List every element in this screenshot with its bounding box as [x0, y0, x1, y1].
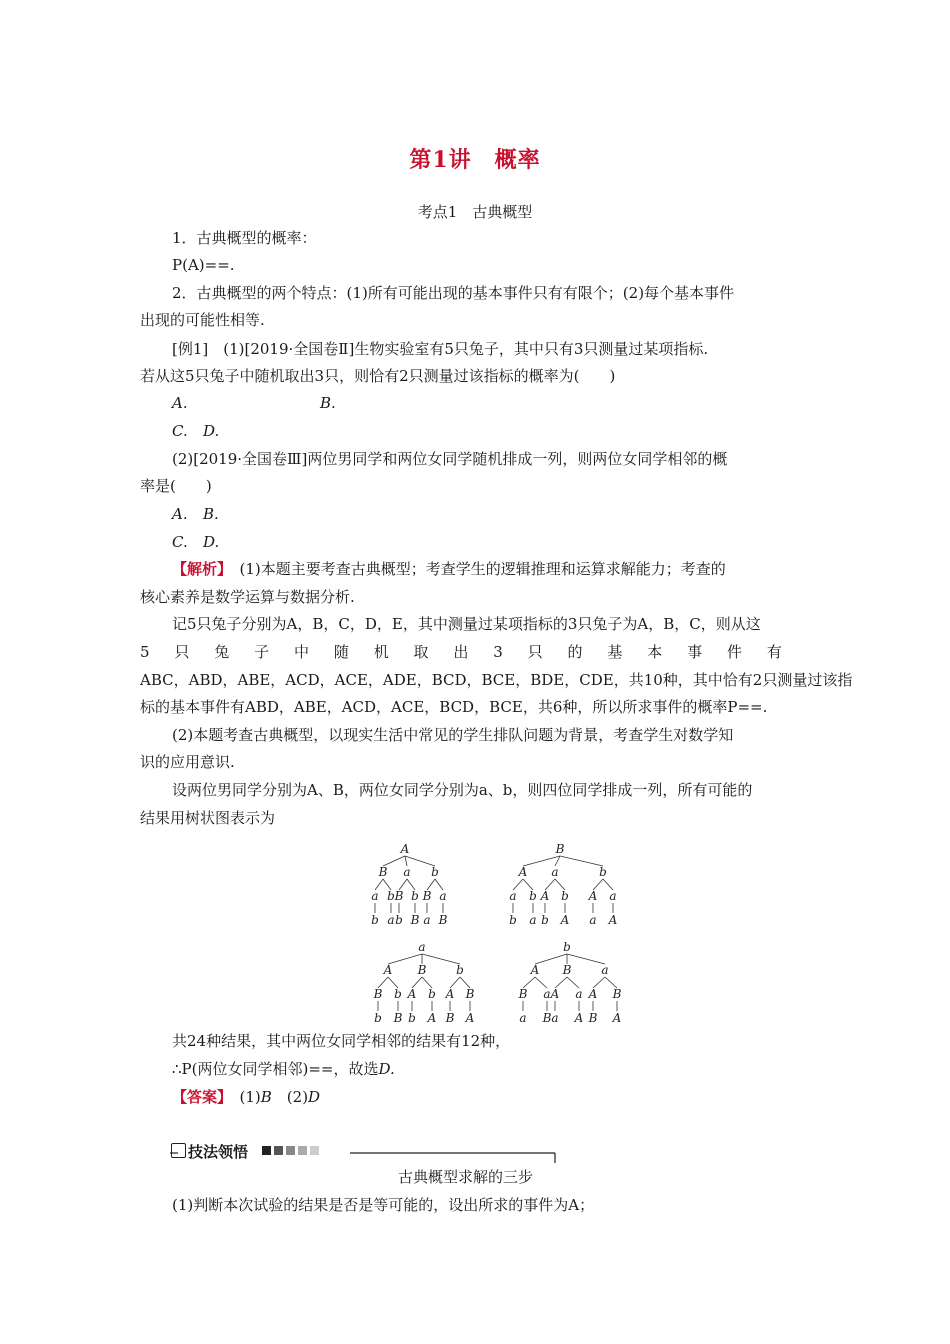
- analysis-text: (1)本题主要考查古典概型；考查学生的逻辑推理和运算求解能力；考查的: [224, 560, 726, 578]
- analysis-part2-1: (2)本题考查古典概型，以现实生活中常见的学生排队问题为背景，考查学生对数学知: [172, 726, 734, 744]
- tree-leaf-label: a: [589, 913, 597, 927]
- tree-node-label: a: [439, 889, 447, 903]
- justified-char: 出: [453, 643, 469, 661]
- justified-char: 取: [413, 643, 429, 661]
- tip-label: 技法领悟: [188, 1143, 249, 1161]
- tree-leaf-label: b: [408, 1011, 416, 1025]
- justified-char: 随: [333, 643, 349, 661]
- tree-node-label: B: [394, 889, 404, 903]
- tree-node-label: a: [601, 963, 609, 977]
- analysis-rabbits-3: ABC，ABD，ABE，ACD，ACE，ADE，BCD，BCE，BDE，CDE，共10种，其中恰有2只测量过该指: [140, 671, 853, 689]
- option2-b: B.: [203, 505, 219, 523]
- analysis-rabbits-4: 标的基本事件有ABD，ABE，ACD，ACE，BCD，BCE，共6种，所以所求事件的概率P==.: [140, 698, 768, 716]
- tree-node-label: b: [428, 987, 436, 1001]
- tree-branch: [422, 954, 460, 964]
- example2-line2: 率是( ): [140, 477, 212, 495]
- justified-char: 本: [647, 643, 663, 661]
- tree-leaf-label: A: [560, 913, 570, 927]
- tree-node-label: b: [456, 963, 464, 977]
- option-d: D.: [203, 422, 220, 440]
- justified-char: 只: [527, 643, 543, 661]
- answer-tag: 【答案】: [172, 1088, 225, 1106]
- tree-leaf-label: B: [542, 1011, 552, 1025]
- analysis-line2: 核心素养是数学运算与数据分析.: [140, 588, 355, 606]
- tree-leaf-label: b: [371, 913, 379, 927]
- option-b: B.: [320, 394, 336, 412]
- answer-line: [172, 1087, 320, 1107]
- tree-leaf-label: a: [551, 1011, 559, 1025]
- tree-node-label: a: [509, 889, 517, 903]
- justified-char: 子: [254, 643, 270, 661]
- analysis-tag: 【解析】: [172, 560, 225, 578]
- analysis-rabbits-2: [140, 642, 782, 662]
- tree-node-label: B: [417, 963, 427, 977]
- formula-p: P(A)==.: [172, 256, 235, 274]
- justified-char: 中: [293, 643, 309, 661]
- tree-root-label: B: [555, 842, 565, 856]
- analysis-part2-3: 设两位男同学分别为A、B，两位女同学分别为a、b，则四位同学排成一列，所有可能的: [172, 781, 753, 799]
- tip-step1: (1)判断本次试验的结果是否是等可能的，设出所求的事件为A；: [172, 1196, 595, 1214]
- result-prob: [172, 1059, 395, 1079]
- example2-line1: (2)[2019·全国卷Ⅲ]两位男同学和两位女同学随机排成一列，则两位女同学相邻的概: [172, 450, 728, 468]
- point-2-line1: 2．古典概型的两个特点：(1)所有可能出现的基本事件只有有限个；(2)每个基本事件: [172, 284, 735, 302]
- justified-char: 3: [493, 643, 503, 661]
- tree-leaf-label: a: [519, 1011, 527, 1025]
- result-count: 共24种结果，其中两位女同学相邻的结果有12种，: [172, 1032, 511, 1050]
- analysis-line1: [172, 559, 726, 579]
- tree-leaf-label: b: [509, 913, 517, 927]
- pen-icon: [171, 1143, 186, 1158]
- result-choice: D.: [378, 1060, 395, 1078]
- page-title: 第1讲 概率: [409, 147, 541, 173]
- tip-heading: 古典概型求解的三步: [398, 1168, 534, 1186]
- tree-node-label: b: [411, 889, 419, 903]
- analysis-rabbits-1: 记5只兔子分别为A，B，C，D，E，其中测量过某项指标的3只兔子为A，B，C，则从这: [172, 615, 761, 633]
- tree-node-label: b: [431, 865, 439, 879]
- tree-leaf-label: b: [374, 1011, 382, 1025]
- justified-char: 件: [726, 643, 742, 661]
- tree-node-label: a: [543, 987, 551, 1001]
- point-1: 1．古典概型的概率：: [172, 229, 317, 247]
- tree-node-label: A: [407, 987, 417, 1001]
- option-c: C.: [172, 422, 188, 440]
- tree-root-label: a: [418, 940, 426, 954]
- justified-char: 事: [687, 643, 703, 661]
- tree-leaf-label: B: [410, 913, 420, 927]
- analysis-part2-4: 结果用树状图表示为: [140, 809, 276, 827]
- tree-leaf-label: b: [395, 913, 403, 927]
- tree-node-label: B: [422, 889, 432, 903]
- tree-node-label: B: [562, 963, 572, 977]
- tree-leaf-label: A: [427, 1011, 437, 1025]
- tree-node-label: A: [588, 889, 598, 903]
- tree-leaf-label: A: [612, 1011, 622, 1025]
- tree-node-label: a: [371, 889, 379, 903]
- option-a: A.: [172, 394, 188, 412]
- tree-leaf-label: B: [438, 913, 448, 927]
- tree-leaf-label: a: [387, 913, 395, 927]
- tree-leaf-label: A: [574, 1011, 584, 1025]
- tree-node-label: a: [609, 889, 617, 903]
- example1-line1: [例1] (1)[2019·全国卷Ⅱ]生物实验室有5只兔子，其中只有3只测量过某项指标.: [172, 340, 709, 358]
- answer-part2: (2): [271, 1088, 309, 1106]
- tree-node-label: B: [378, 865, 388, 879]
- tree-branch: [560, 856, 603, 866]
- justified-char: 基: [607, 643, 623, 661]
- tree-leaf-label: A: [465, 1011, 475, 1025]
- justified-char: 5: [140, 643, 150, 661]
- tree-node-label: A: [518, 865, 528, 879]
- tip-decoration: [262, 1146, 319, 1155]
- answer-d: D: [308, 1088, 321, 1106]
- tree-node-label: A: [540, 889, 550, 903]
- tree-node-label: A: [383, 963, 393, 977]
- justified-char: 只: [174, 643, 190, 661]
- tree-node-label: A: [550, 987, 560, 1001]
- tree-node-label: A: [530, 963, 540, 977]
- tree-node-label: B: [518, 987, 528, 1001]
- tree-node-label: b: [561, 889, 569, 903]
- justified-char: 机: [373, 643, 389, 661]
- tree-node-label: B: [612, 987, 622, 1001]
- tree-leaf-label: a: [529, 913, 537, 927]
- tree-leaf-label: a: [423, 913, 431, 927]
- tree-node-label: A: [588, 987, 598, 1001]
- tree-leaf-label: b: [541, 913, 549, 927]
- example1-line2: 若从这5只兔子中随机取出3只，则恰有2只测量过该指标的概率为( ): [140, 367, 616, 385]
- tree-node-label: B: [465, 987, 475, 1001]
- tree-diagram-1: [355, 840, 465, 930]
- tree-node-label: B: [373, 987, 383, 1001]
- tree-node-label: b: [394, 987, 402, 1001]
- tree-node-label: b: [387, 889, 395, 903]
- tree-branch: [567, 954, 605, 964]
- answer-b: B: [260, 1088, 272, 1106]
- tree-leaf-label: B: [445, 1011, 455, 1025]
- option2-c: C.: [172, 533, 188, 551]
- tree-root-label: A: [400, 842, 410, 856]
- justified-char: 的: [567, 643, 583, 661]
- section-subtitle: 考点1 古典概型: [417, 203, 533, 221]
- result-prob-text: ∴P(两位女同学相邻)==，故选: [172, 1060, 379, 1078]
- option2-d: D.: [203, 533, 220, 551]
- tree-node-label: b: [599, 865, 607, 879]
- tree-leaf-label: B: [588, 1011, 598, 1025]
- tree-node-label: b: [529, 889, 537, 903]
- tree-node-label: A: [445, 987, 455, 1001]
- answer-part1: (1): [224, 1088, 261, 1106]
- tree-diagram-4: [505, 938, 630, 1028]
- justified-char: 兔: [214, 643, 230, 661]
- justified-char: 有: [766, 643, 782, 661]
- option2-a: A.: [172, 505, 188, 523]
- tree-diagram-2: [495, 840, 625, 930]
- analysis-part2-2: 识的应用意识.: [140, 753, 235, 771]
- tree-node-label: a: [551, 865, 559, 879]
- tree-root-label: b: [563, 940, 571, 954]
- tree-leaf-label: A: [608, 913, 618, 927]
- tree-diagram-3: [360, 938, 480, 1028]
- tree-leaf-label: B: [393, 1011, 403, 1025]
- tree-node-label: a: [575, 987, 583, 1001]
- tree-node-label: a: [403, 865, 411, 879]
- point-2-line2: 出现的可能性相等.: [140, 311, 265, 329]
